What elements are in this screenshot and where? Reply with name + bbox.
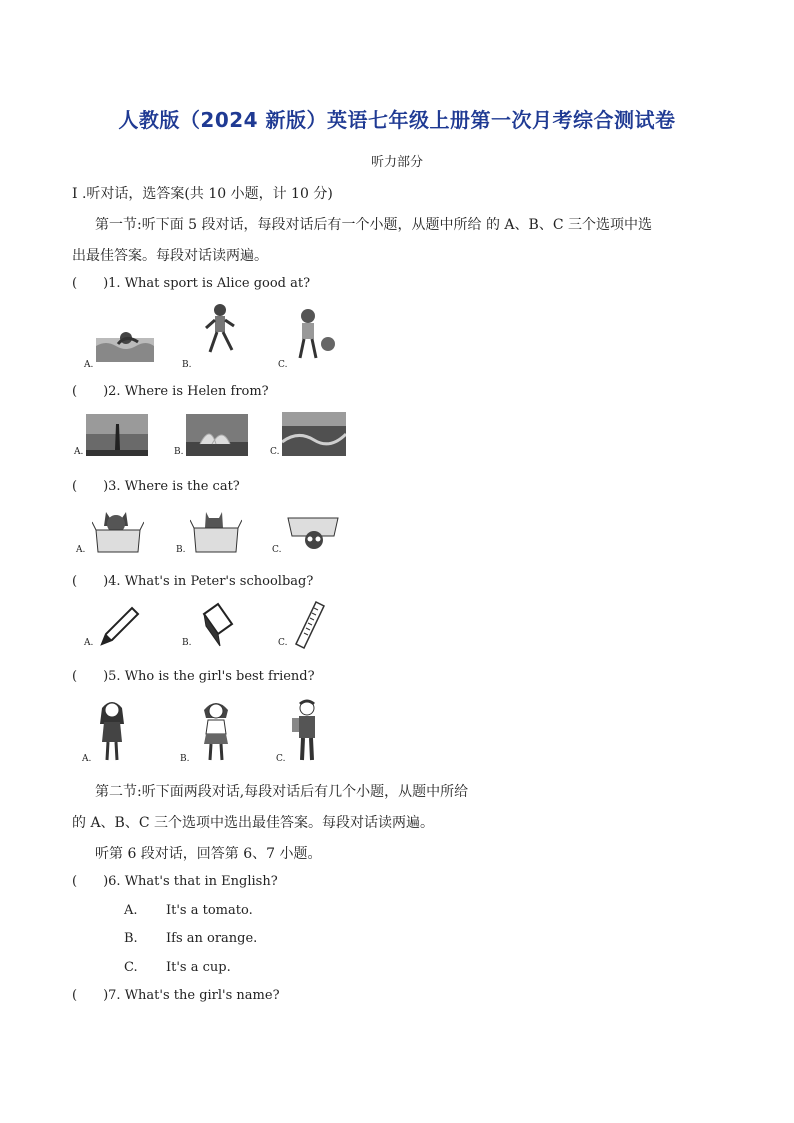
- cat-behind-box-icon[interactable]: [92, 508, 144, 554]
- question-1: ( )1. What sport is Alice good at?: [72, 276, 311, 291]
- option-label: C.: [278, 360, 288, 370]
- girl-long-hair-icon[interactable]: [94, 698, 130, 764]
- boy-glasses-icon[interactable]: [292, 698, 322, 764]
- great-wall-photo[interactable]: [282, 412, 346, 456]
- option-label: C.: [272, 545, 282, 555]
- instruction-line: 出最佳答案。每段对话读两遍。: [72, 248, 268, 264]
- question-2: ( )2. Where is Helen from?: [72, 384, 269, 399]
- option-label: C.: [270, 447, 280, 457]
- option-row[interactable]: C. It's a cup.: [124, 960, 231, 975]
- question-5: ( )5. Who is the girl's best friend?: [72, 669, 315, 684]
- cat-in-box-icon[interactable]: [190, 510, 242, 554]
- ruler-icon[interactable]: [292, 600, 328, 650]
- cat-under-box-icon[interactable]: [286, 512, 340, 556]
- option-label: A.: [84, 638, 94, 648]
- sydney-opera-house-photo[interactable]: [186, 414, 248, 456]
- option-label: B.: [176, 545, 186, 555]
- instruction-line: 第一节:听下面 5 段对话，每段对话后有一个小题，从题中所给 的 A、B、C 三个选项中选: [95, 217, 652, 233]
- basketball-girl-icon[interactable]: [288, 306, 338, 364]
- instruction-line: 的 A、B、C 三个选项中选出最佳答案。每段对话读两遍。: [72, 815, 435, 831]
- question-4: ( )4. What's in Peter's schoolbag?: [72, 574, 314, 589]
- swimmer-icon[interactable]: [96, 318, 154, 364]
- option-label: B.: [180, 754, 190, 764]
- question-6: ( )6. What's that in English?: [72, 874, 278, 889]
- question-7: ( )7. What's the girl's name?: [72, 988, 280, 1003]
- runner-icon[interactable]: [200, 302, 240, 362]
- girl-short-hair-icon[interactable]: [196, 698, 236, 764]
- instruction-line: 听第 6 段对话，回答第 6、7 小题。: [95, 846, 322, 862]
- option-label: A.: [84, 360, 94, 370]
- option-label: A.: [74, 447, 84, 457]
- option-label: A.: [76, 545, 86, 555]
- pencil-icon[interactable]: [96, 604, 140, 650]
- option-label: C.: [278, 638, 288, 648]
- option-row[interactable]: B. Ifs an orange.: [124, 931, 258, 946]
- option-label: A.: [82, 754, 92, 764]
- section-heading: I .听对话，选答案(共 10 小题，计 10 分): [72, 186, 333, 202]
- eraser-icon[interactable]: [196, 602, 236, 648]
- instruction-line: 第二节:听下面两段对话,每段对话后有几个小题，从题中所给: [95, 784, 469, 800]
- option-label: B.: [182, 638, 192, 648]
- page-title: 人教版（2024 新版）英语七年级上册第一次月考综合测试卷: [118, 108, 676, 132]
- option-row[interactable]: A. It's a tomato.: [124, 903, 253, 918]
- option-label: C.: [276, 754, 286, 764]
- section-subtitle: 听力部分: [370, 155, 423, 170]
- statue-of-liberty-photo[interactable]: [86, 414, 148, 456]
- question-3: ( )3. Where is the cat?: [72, 479, 240, 494]
- option-label: B.: [182, 360, 192, 370]
- option-label: B.: [174, 447, 184, 457]
